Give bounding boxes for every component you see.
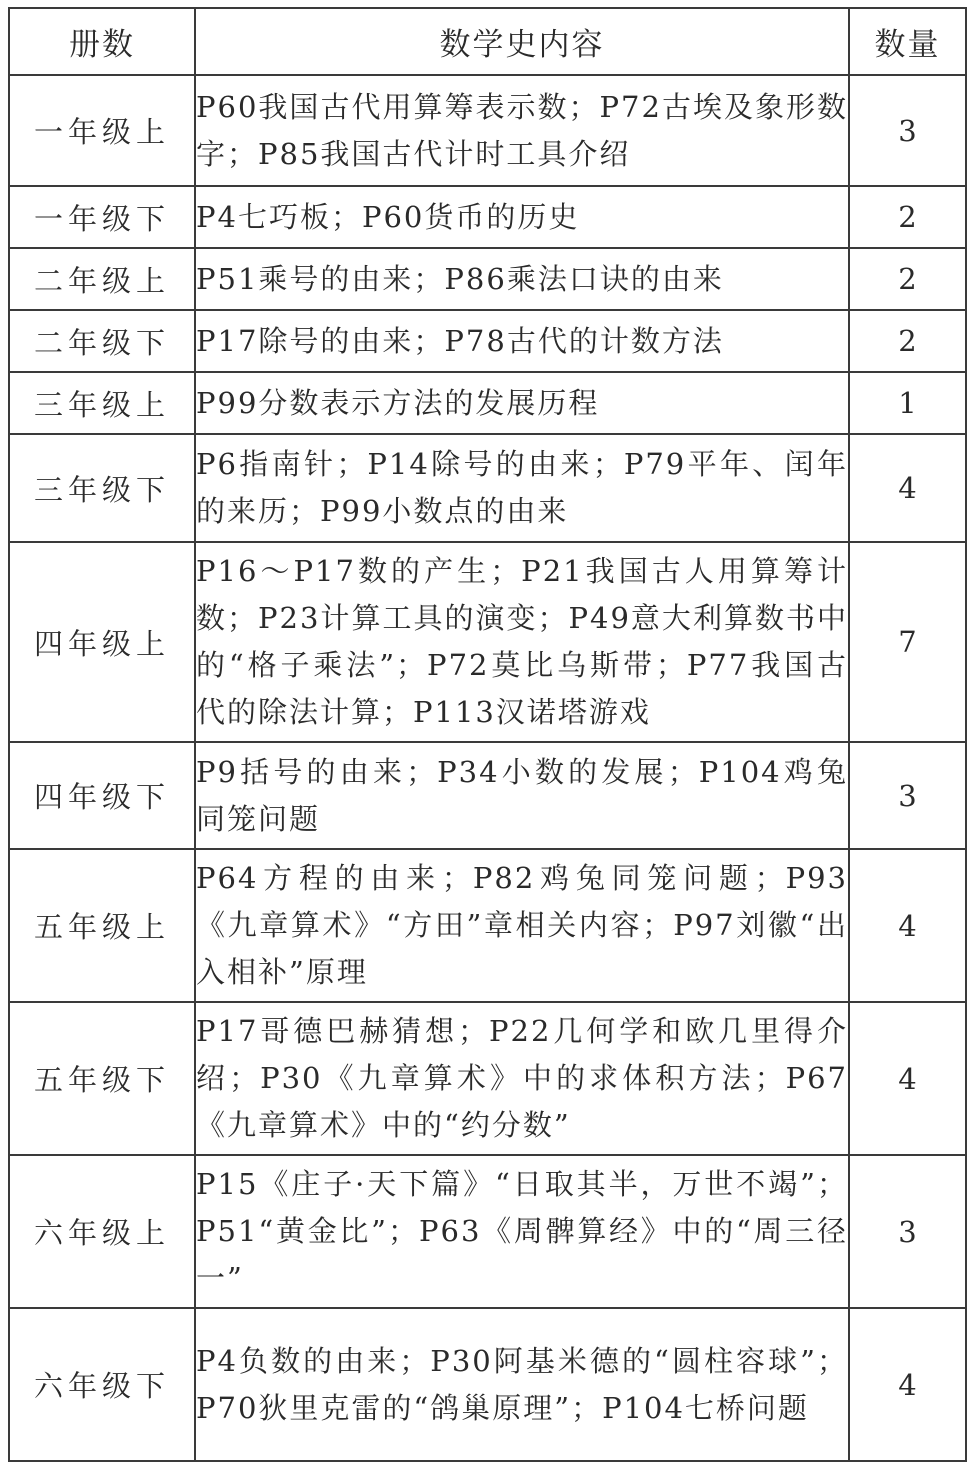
content-cell: P4七巧板；P60货币的历史 bbox=[195, 186, 849, 248]
content-cell: P99分数表示方法的发展历程 bbox=[195, 372, 849, 434]
count-cell: 4 bbox=[849, 434, 966, 542]
count-cell: 2 bbox=[849, 310, 966, 372]
table-row bbox=[9, 542, 966, 742]
count-cell: 4 bbox=[849, 1002, 966, 1155]
count-cell: 2 bbox=[849, 248, 966, 310]
volume-cell: 二年级下 bbox=[9, 310, 195, 372]
count-cell: 4 bbox=[849, 849, 966, 1002]
count-cell: 7 bbox=[849, 542, 966, 742]
header-row bbox=[9, 8, 966, 75]
volume-cell: 四年级上 bbox=[9, 542, 195, 742]
count-cell: 3 bbox=[849, 742, 966, 849]
table-row bbox=[9, 248, 966, 310]
table-row bbox=[9, 434, 966, 542]
volume-cell: 三年级上 bbox=[9, 372, 195, 434]
volume-cell: 五年级上 bbox=[9, 849, 195, 1002]
header-count: 数量 bbox=[849, 8, 966, 75]
table-row bbox=[9, 186, 966, 248]
table-row bbox=[9, 849, 966, 1002]
volume-cell: 四年级下 bbox=[9, 742, 195, 849]
table-row bbox=[9, 1308, 966, 1461]
table-row bbox=[9, 1002, 966, 1155]
count-cell: 1 bbox=[849, 372, 966, 434]
header-content: 数学史内容 bbox=[195, 8, 849, 75]
table-row bbox=[9, 742, 966, 849]
content-cell: P51乘号的由来；P86乘法口诀的由来 bbox=[195, 248, 849, 310]
count-cell: 2 bbox=[849, 186, 966, 248]
header-volume: 册数 bbox=[9, 8, 195, 75]
math-history-table bbox=[8, 7, 967, 1462]
content-cell: P6指南针；P14除号的由来；P79平年、闰年的来历；P99小数点的由来 bbox=[195, 434, 849, 542]
count-cell: 3 bbox=[849, 1155, 966, 1308]
table-row bbox=[9, 75, 966, 186]
table-row bbox=[9, 310, 966, 372]
volume-cell: 五年级下 bbox=[9, 1002, 195, 1155]
table-row bbox=[9, 372, 966, 434]
content-cell: P9括号的由来；P34小数的发展；P104鸡兔同笼问题 bbox=[195, 742, 849, 849]
content-cell: P60我国古代用算筹表示数；P72古埃及象形数字；P85我国古代计时工具介绍 bbox=[195, 75, 849, 186]
content-cell: P4负数的由来；P30阿基米德的“圆柱容球”；P70狄里克雷的“鸽巢原理”；P104七桥问题 bbox=[195, 1308, 849, 1461]
content-cell: P16～P17数的产生；P21我国古人用算筹计数；P23计算工具的演变；P49意大利算数书中的“格子乘法”；P72莫比乌斯带；P77我国古代的除法计算；P113汉诺塔游戏 bbox=[195, 542, 849, 742]
count-cell: 3 bbox=[849, 75, 966, 186]
table-row bbox=[9, 1155, 966, 1308]
content-cell: P64方程的由来；P82鸡兔同笼问题；P93《九章算术》“方田”章相关内容；P97刘徽“出入相补”原理 bbox=[195, 849, 849, 1002]
content-cell: P17除号的由来；P78古代的计数方法 bbox=[195, 310, 849, 372]
content-cell: P17哥德巴赫猜想；P22几何学和欧几里得介绍；P30《九章算术》中的求体积方法；P67《九章算术》中的“约分数” bbox=[195, 1002, 849, 1155]
volume-cell: 三年级下 bbox=[9, 434, 195, 542]
content-cell: P15《庄子·天下篇》“日取其半，万世不竭”；P51“黄金比”；P63《周髀算经》中的“周三径一” bbox=[195, 1155, 849, 1308]
volume-cell: 六年级下 bbox=[9, 1308, 195, 1461]
volume-cell: 六年级上 bbox=[9, 1155, 195, 1308]
volume-cell: 二年级上 bbox=[9, 248, 195, 310]
count-cell: 4 bbox=[849, 1308, 966, 1461]
volume-cell: 一年级下 bbox=[9, 186, 195, 248]
volume-cell: 一年级上 bbox=[9, 75, 195, 186]
